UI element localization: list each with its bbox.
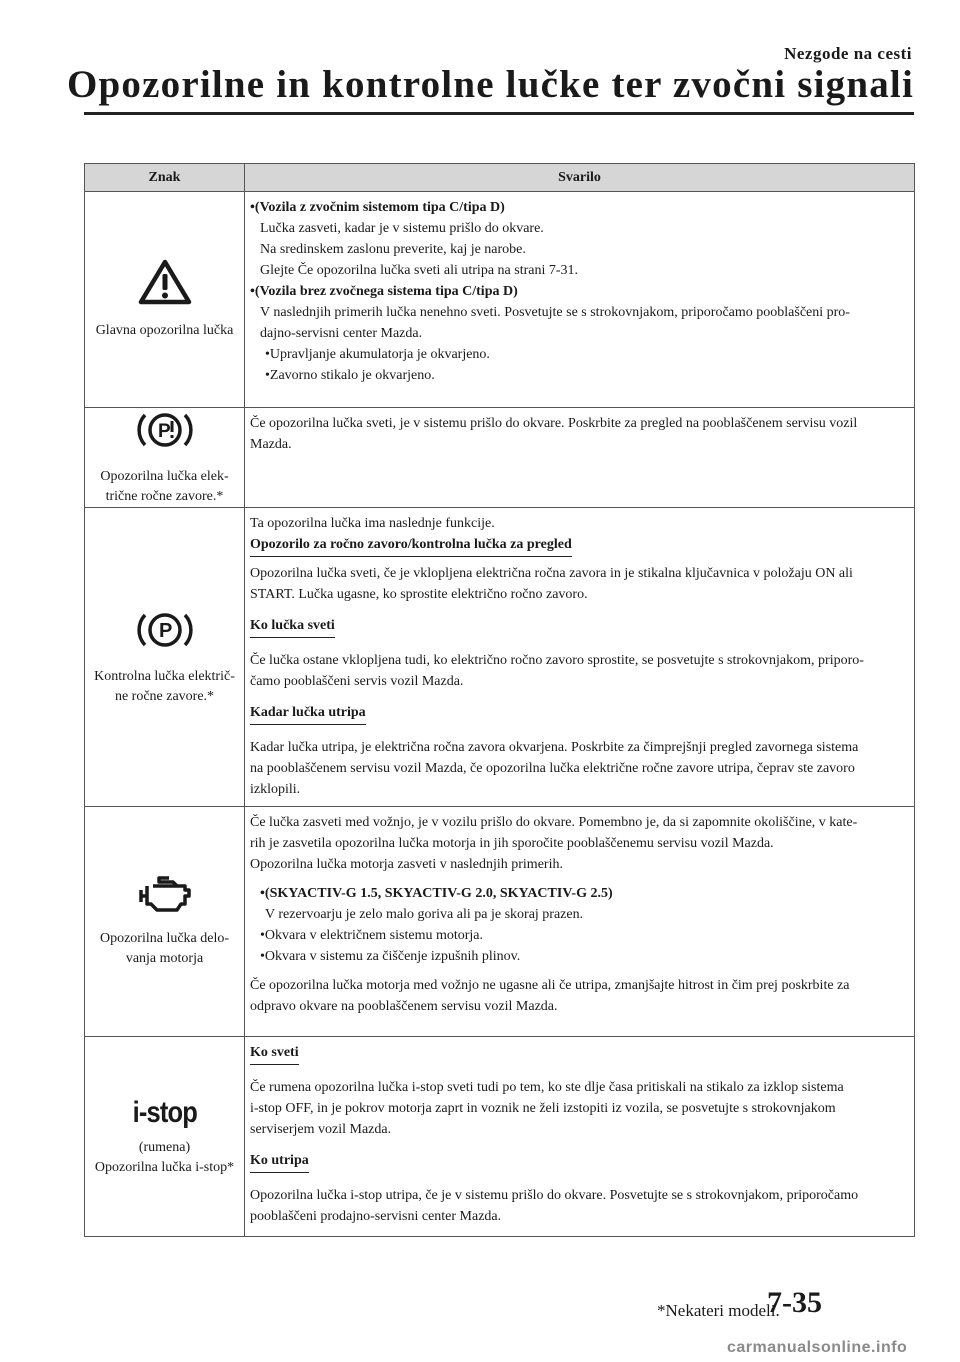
header-divider: [84, 112, 914, 115]
text-line: Ta opozorilna lučka ima naslednje funkcije.: [250, 516, 495, 531]
page-title: Opozorilne in kontrolne lučke ter zvočni signali: [66, 63, 914, 106]
text-line: Na sredinskem zaslonu preverite, kaj je narobe.: [260, 242, 526, 257]
text-line: serviserjem vozil Mazda.: [250, 1122, 392, 1137]
subheading: Ko utripa: [250, 1150, 309, 1173]
text-line: Opozorilna lučka motorja zasveti v naslednjih primerih.: [250, 857, 563, 872]
warning-lights-table: [84, 163, 915, 1237]
parking-brake-warning-icon: [135, 408, 195, 459]
sign-caption: Opozorilna lučka i-stop*: [94, 1159, 235, 1175]
text-line: pooblaščeni prodajno-servisni center Mazda.: [250, 1209, 502, 1224]
text-line: odpravo okvare na pooblaščenem servisu vozil Mazda.: [250, 999, 558, 1014]
subheading: Ko sveti: [250, 1042, 299, 1065]
column-header-warning: Svarilo: [245, 164, 915, 192]
sign-caption: (rumena): [138, 1139, 191, 1155]
master-warning-triangle-icon: [138, 258, 192, 313]
subheading: Opozorilo za ročno zavoro/kontrolna lučka za pregled: [250, 534, 572, 557]
text-line: čamo pooblaščeni servis vozil Mazda.: [250, 674, 464, 689]
watermark: carmanualsonline.info: [727, 1339, 908, 1356]
description-cell: [245, 508, 915, 807]
table-row: [85, 807, 915, 1037]
subheading: Ko lučka sveti: [250, 615, 335, 638]
sign-cell: [85, 807, 245, 1037]
sign-caption: Glavna opozorilna lučka: [95, 323, 234, 338]
text-line: Opozorilna lučka i-stop utripa, če je v sistemu prišlo do okvare. Posvetujte se s strokovnjakom, priporočamo: [250, 1188, 859, 1203]
table-header-row: [85, 164, 915, 192]
text-line: i-stop OFF, in je pokrov motorja zaprt in voznik ne želi izstopiti iz vozila, se posvetujte s strokovnjakom: [250, 1101, 836, 1116]
description-cell: [245, 192, 915, 408]
subheading: •(SKYACTIV-G 1.5, SKYACTIV-G 2.0, SKYACTIV-G 2.5): [260, 886, 613, 901]
i-stop-icon: i-stop: [132, 1095, 197, 1129]
sign-caption: Opozorilna lučka delo-: [99, 931, 230, 946]
parking-brake-indicator-icon: [135, 608, 195, 659]
subheading: Kadar lučka utripa: [250, 702, 366, 725]
check-engine-icon: [137, 874, 193, 921]
text-line: V rezervoarju je zelo malo goriva ali pa je skoraj prazen.: [265, 907, 584, 922]
text-line: Če opozorilna lučka sveti, je v sistemu prišlo do okvare. Poskrbite za pregled na pooblaščenem servisu vozil: [250, 416, 858, 431]
text-line: dajno-servisni center Mazda.: [260, 326, 423, 341]
text-line: Opozorilna lučka sveti, če je vklopljena električna ročna zavora in je stikalna ključavnica v položaju ON ali: [250, 566, 853, 581]
list-item: •Upravljanje akumulatorja je okvarjeno.: [265, 347, 490, 362]
sign-cell: [85, 408, 245, 508]
text-line: Če opozorilna lučka motorja med vožnjo ne ugasne ali če utripa, zmanjšajte hitrost in čim prej poskrbite za: [250, 978, 850, 993]
list-item: •Zavorno stikalo je okvarjeno.: [265, 368, 435, 383]
sign-caption: vanja motorja: [125, 951, 204, 966]
text-line: Glejte Če opozorilna lučka sveti ali utripa na strani 7-31.: [260, 263, 579, 278]
footnote: *Nekateri modeli.: [657, 1301, 780, 1320]
sign-caption: Opozorilna lučka elek-: [100, 469, 229, 484]
sign-cell: [85, 508, 245, 807]
svg-text:P: P: [157, 421, 171, 442]
sign-caption: trične ročne zavore.*: [105, 489, 224, 504]
text-line: Če rumena opozorilna lučka i-stop sveti tudi po tem, ko ste dlje časa pritiskali na stikalo za izklop sistema: [250, 1080, 844, 1095]
sign-caption: Kontrolna lučka električ-: [94, 668, 235, 684]
text-line: Lučka zasveti, kadar je v sistemu prišlo do okvare.: [260, 221, 544, 236]
table-row: [85, 1037, 915, 1237]
text-line: Če lučka ostane vklopljena tudi, ko električno ročno zavoro sprostite, se posvetujte s strokovnjakom, priporo-: [250, 653, 864, 668]
svg-text:P: P: [158, 619, 172, 642]
subheading: •(Vozila brez zvočnega sistema tipa C/tipa D): [250, 284, 518, 299]
list-item: •Okvara v sistemu za čiščenje izpušnih plinov.: [260, 949, 521, 964]
list-item: •Okvara v električnem sistemu motorja.: [260, 928, 484, 943]
text-line: Mazda.: [250, 437, 292, 452]
text-line: Kadar lučka utripa, je električna ročna zavora okvarjena. Poskrbite za čimprejšnji pregled zavornega sistema: [250, 740, 859, 755]
text-line: izklopili.: [250, 782, 301, 797]
sign-cell: [85, 192, 245, 408]
text-line: Če lučka zasveti med vožnjo, je v vozilu prišlo do okvare. Pomembno je, da si zapomnite okoliščine, v kate-: [250, 815, 858, 830]
text-line: rih je zasvetila opozorilna lučka motorja in jih sporočite pooblaščenemu servisu vozil Mazda.: [250, 836, 774, 851]
section-title: Nezgode na cesti: [784, 44, 912, 63]
table-row: [85, 192, 915, 408]
description-cell: [245, 408, 915, 508]
subheading: •(Vozila z zvočnim sistemom tipa C/tipa D): [250, 200, 505, 215]
text-line: START. Lučka ugasne, ko sprostite električno ročno zavoro.: [250, 587, 588, 602]
sign-caption: ne ročne zavore.*: [114, 688, 215, 704]
column-header-sign: Znak: [85, 164, 245, 192]
table-row: [85, 508, 915, 807]
description-cell: [245, 807, 915, 1037]
sign-cell: [85, 1037, 245, 1237]
description-cell: [245, 1037, 915, 1237]
page-number: 7-35: [767, 1286, 822, 1319]
table-row: [85, 408, 915, 508]
text-line: na pooblaščenem servisu vozil Mazda, če opozorilna lučka električne ročne zavore utripa, čeprav ste zavoro: [250, 761, 855, 776]
text-line: V naslednjih primerih lučka nenehno sveti. Posvetujte se s strokovnjakom, priporočamo pooblaščeni pro-: [260, 305, 850, 320]
